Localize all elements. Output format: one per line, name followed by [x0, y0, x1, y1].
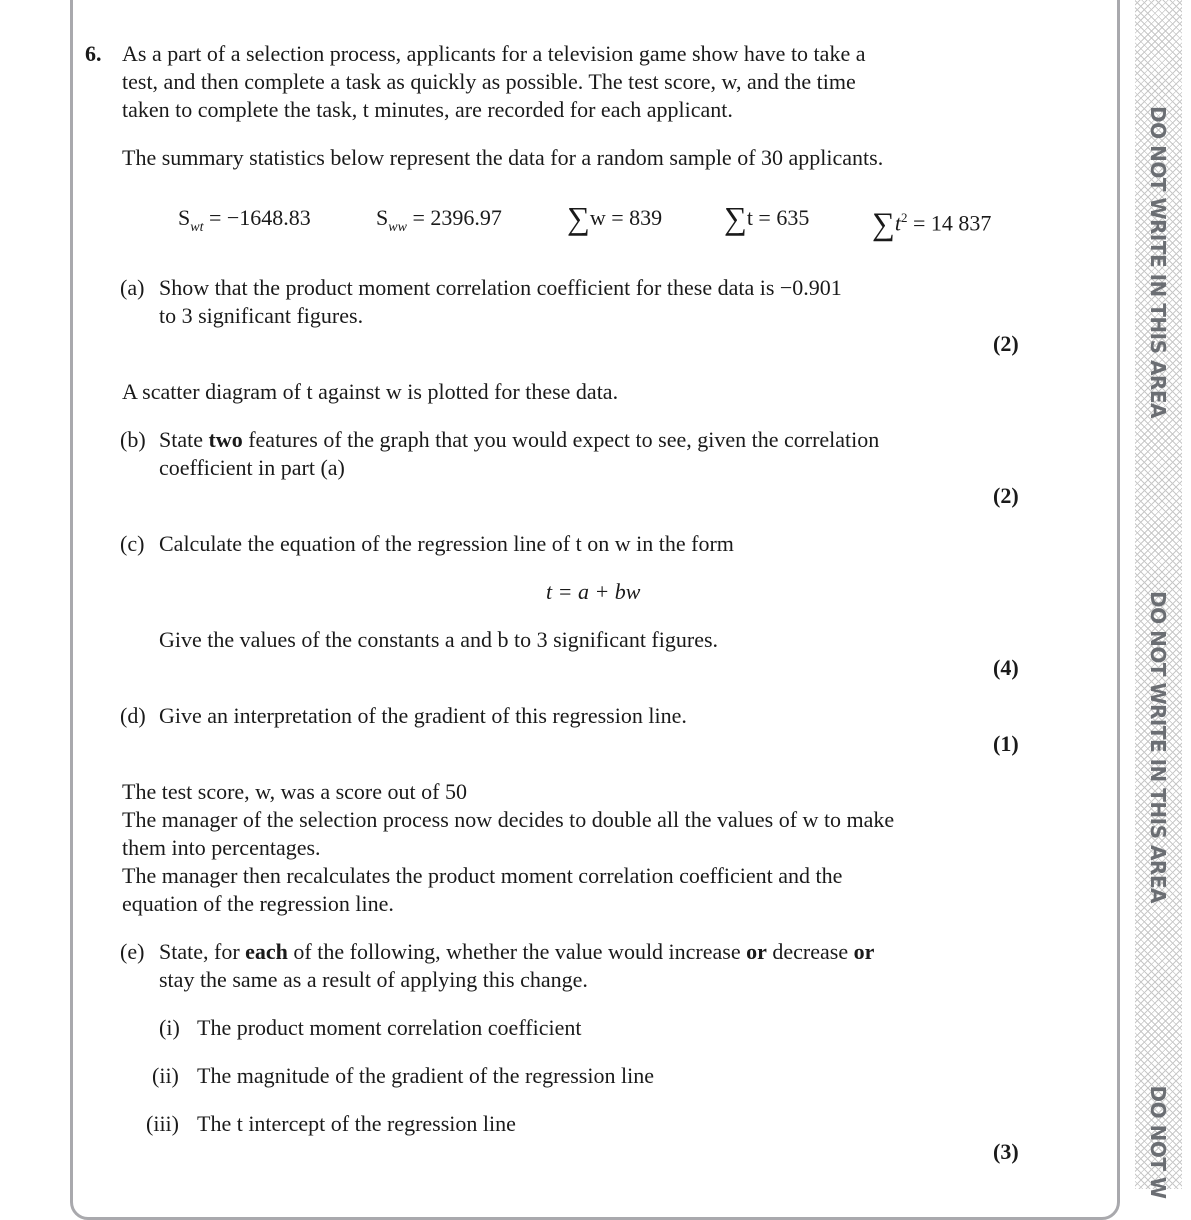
part-e-label: (e) [120, 939, 145, 964]
context-line: The manager of the selection process now decides to double all the values of w to make [122, 807, 895, 832]
part-d-label: (d) [120, 703, 146, 728]
margin-warning: DO NOT WRITE IN THIS AREA [1146, 106, 1170, 418]
part-b-text: coefficient in part (a) [159, 455, 345, 480]
scatter-text: A scatter diagram of t against w is plotted for these data. [122, 379, 619, 404]
part-a-text: Show that the product moment correlation coefficient for these data is −0.901 [159, 275, 842, 300]
part-e-text: State, for each of the following, whether the value would increase or decrease or [159, 939, 875, 964]
context-line: The manager then recalculates the product moment correlation coefficient and the [122, 863, 843, 888]
subpart-label: (i) [159, 1015, 180, 1040]
part-c-text: Give the values of the constants a and b to 3 significant figures. [159, 627, 719, 652]
stat-sum-t: ∑t = 635 [724, 200, 810, 236]
subpart-label: (iii) [146, 1111, 179, 1136]
regression-equation: t = a + bw [546, 579, 641, 604]
stat-swt: $S_{wt} = -1648.83$ [178, 205, 311, 235]
question-number: 6. [85, 41, 102, 66]
subpart-label: (ii) [152, 1063, 179, 1088]
stat-sum-w: ∑w = 839 [567, 200, 663, 236]
subpart-text: The magnitude of the gradient of the regression line [197, 1063, 654, 1088]
intro-line: As a part of a selection process, applicants for a television game show have to take a [122, 41, 866, 66]
summary-text: The summary statistics below represent the data for a random sample of 30 applicants. [122, 145, 884, 170]
subpart-text: The t intercept of the regression line [197, 1111, 516, 1136]
margin-warning: DO NOT WRITE IN THIS AREA [1146, 591, 1170, 903]
part-d-text: Give an interpretation of the gradient of this regression line. [159, 703, 687, 728]
part-a-label: (a) [120, 275, 145, 300]
marks: (1) [993, 731, 1019, 756]
intro-line: test, and then complete a task as quickly as possible. The test score, w, and the time [122, 69, 856, 94]
marks: (4) [993, 655, 1019, 680]
part-b-text: State two features of the graph that you would expect to see, given the correlation [159, 427, 880, 452]
subpart-text: The product moment correlation coefficient [197, 1015, 582, 1040]
part-b-label: (b) [120, 427, 146, 452]
part-a-text: to 3 significant figures. [159, 303, 364, 328]
part-e-text: stay the same as a result of applying this change. [159, 967, 588, 992]
part-c-text: Calculate the equation of the regression line of t on w in the form [159, 531, 734, 556]
intro-line: taken to complete the task, t minutes, are recorded for each applicant. [122, 97, 733, 122]
margin-warning: DO NOT W [1146, 1085, 1170, 1199]
part-c-label: (c) [120, 531, 145, 556]
context-line: them into percentages. [122, 835, 321, 860]
marks: (2) [993, 331, 1019, 356]
stat-sww: $S_{ww} = 2396.97$ [376, 205, 502, 235]
context-line: equation of the regression line. [122, 891, 394, 916]
context-line: The test score, w, was a score out of 50 [122, 779, 467, 804]
marks: (3) [993, 1139, 1019, 1164]
stat-sum-t2: $\sum t^2 = 14$ 837 [872, 205, 992, 242]
marks: (2) [993, 483, 1019, 508]
